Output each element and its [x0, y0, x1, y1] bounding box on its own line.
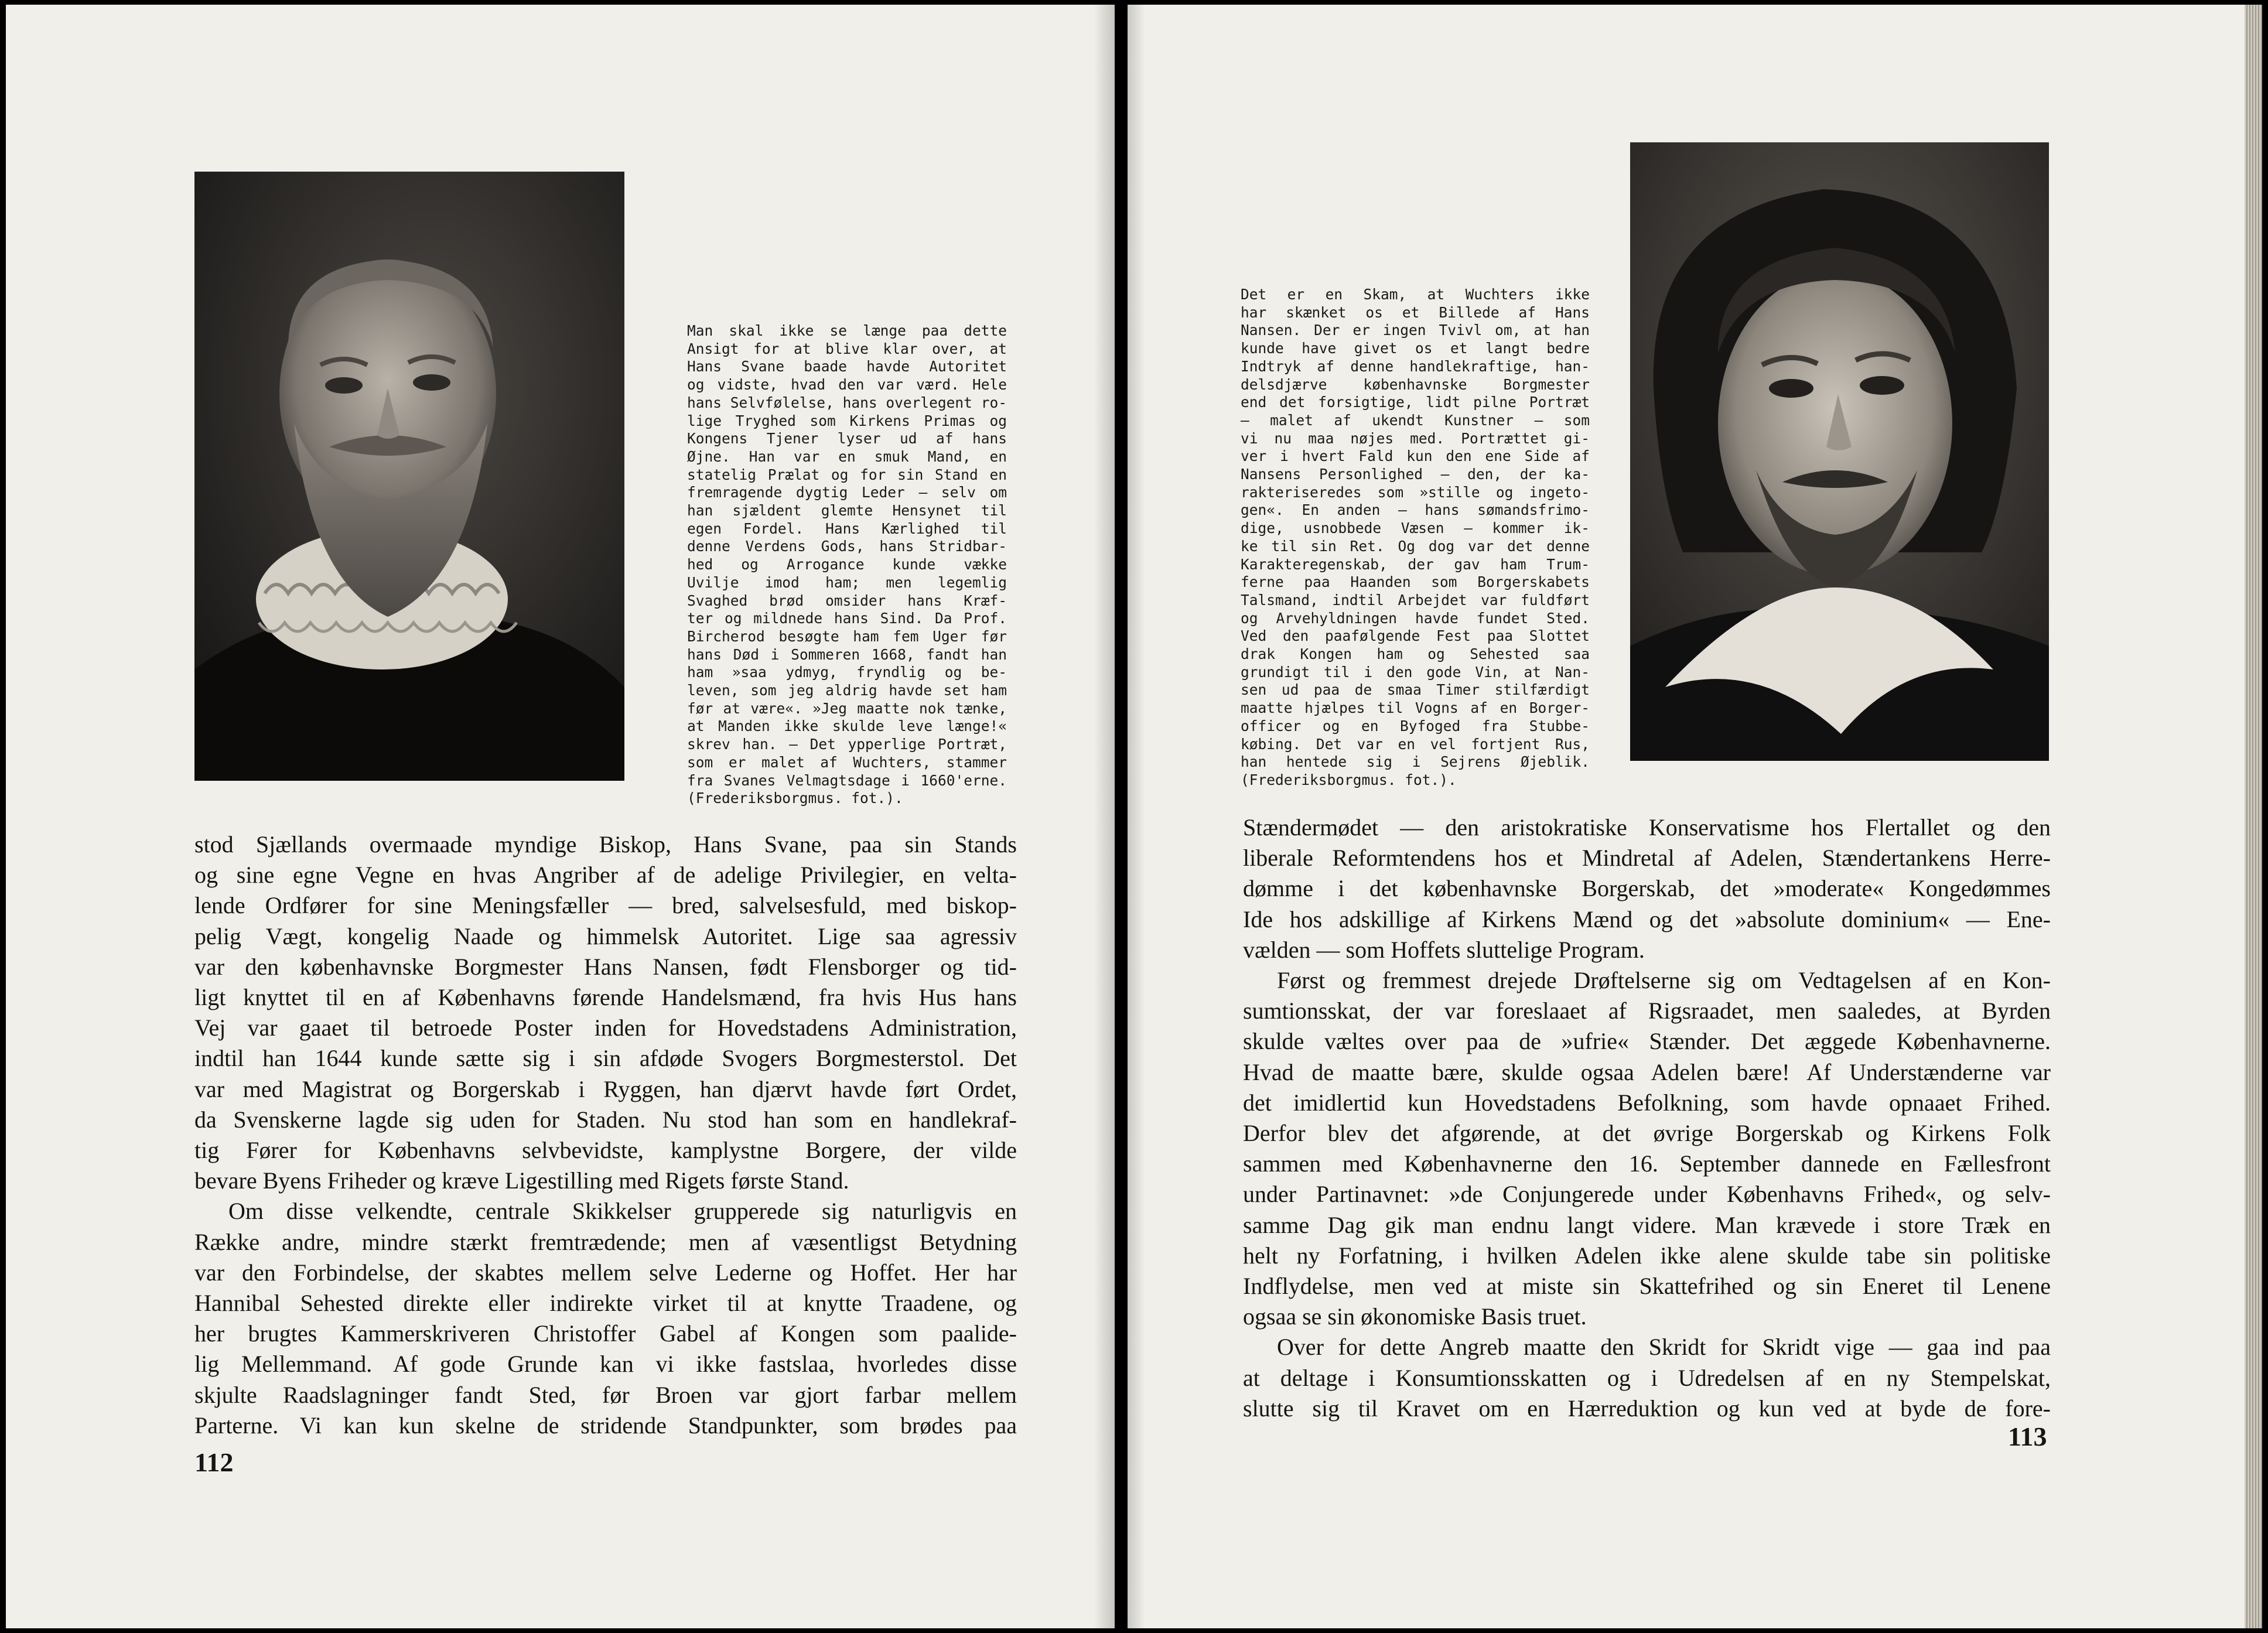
body-line: helt ny Forfatning, i hvilken Adelen ikke alene skulde tabe sin politiske: [1243, 1242, 2051, 1269]
body-line: Parterne. Vi kan kun skelne de stridende Standpunkter, som brødes paa: [194, 1412, 1017, 1439]
caption-line: lige Tryghed som Kirkens Primas og: [687, 412, 1007, 429]
body-line: Om disse velkendte, centrale Skikkelser grupperede sig naturligvis en: [228, 1198, 1017, 1225]
body-text-right: [1243, 812, 2051, 1424]
body-line: Række andre, mindre stærkt fremtrædende; men af væsentligst Betydning: [194, 1228, 1017, 1255]
caption-line: officer og en Byfoged fra Stubbe-: [1241, 717, 1590, 734]
caption-line: Nansens Personlighed — den, der ka-: [1241, 466, 1590, 483]
body-line: slutte sig til Kravet om en Hærreduktion og kun ved at byde de fore-: [1243, 1395, 2051, 1422]
body-line: Ide hos adskillige af Kirkens Mænd og det »absolute dominium« — Ene-: [1243, 906, 2051, 932]
body-line: skulde væltes over paa de »ufrie« Stænder. Det æggede Københavnerne.: [1243, 1028, 2051, 1055]
caption-line: Bircherod besøgte ham fem Uger før: [687, 627, 1007, 645]
caption-line: Kongens Tjener lyser ud af hans: [687, 430, 1007, 447]
caption-line: og Arvehyldningen havde fundet Sted.: [1241, 609, 1590, 627]
caption-line: ke til sin Ret. Og dog var det denne: [1241, 537, 1590, 555]
body-line: Vej var gaaet til betroede Poster inden for Hovedstadens Administration,: [194, 1014, 1017, 1041]
body-line: under Partinavnet: »de Conjungerede under Københavns Frihed«, og selv-: [1243, 1181, 2051, 1208]
caption-line: Indtryk af denne handlekraftige, han-: [1241, 357, 1590, 375]
caption-line: ferne paa Haanden som Borgerskabets: [1241, 573, 1590, 591]
caption-line: vi nu maa nøjes med. Portrættet gi-: [1241, 429, 1590, 447]
caption-line: købing. Det var en vel fortjent Rus,: [1241, 735, 1590, 753]
body-line: skjulte Raadslagninger fandt Sted, før Broen var gjort farbar mellem: [194, 1381, 1017, 1408]
body-line: var med Magistrat og Borgerskab i Ryggen, han djærvt havde ført Ordet,: [194, 1075, 1017, 1102]
caption-line: ver i hvert Fald kun den ene Side af: [1241, 447, 1590, 465]
body-line: her brugtes Kammerskriveren Christoffer Gabel af Kongen som paalide-: [194, 1320, 1017, 1347]
caption-line: rakteriseredes som »stille og ingeto-: [1241, 483, 1590, 501]
caption-line: ter og mildnede hans Sind. Da Prof.: [687, 610, 1007, 627]
caption-line: hans Selvfølelse, hans overlegent ro-: [687, 394, 1007, 411]
caption-line: delsdjærve københavnske Borgmester: [1241, 375, 1590, 393]
body-line: lig Mellemmand. Af gode Grunde kan vi ikke fastslaa, hvorledes disse: [194, 1351, 1017, 1378]
caption-line: Øjne. Han var en smuk Mand, en: [687, 447, 1007, 465]
portrait-hans-nansen-image: [1630, 142, 2049, 761]
body-line: Hvad de maatte bære, skulde ogsaa Adelen bære! Af Understænderne var: [1243, 1058, 2051, 1085]
body-line: dømme i det københavnske Borgerskab, det »moderate« Kongedømmes: [1243, 875, 2051, 902]
body-line: Indflydelse, men ved at miste sin Skattefrihed og sin Eneret til Lenene: [1243, 1273, 2051, 1300]
caption-line: dige, usnobbede Væsen — kommer ik-: [1241, 520, 1590, 537]
caption-line: og vidste, hvad den var værd. Hele: [687, 376, 1007, 394]
body-line: sumtionsskat, der var foreslaaet af Rigsraadet, men saaledes, at Byrden: [1243, 997, 2051, 1024]
body-line: liberale Reformtendens hos et Mindretal af Adelen, Stændertankens Herre-: [1243, 845, 2051, 872]
body-line: vælden — som Hoffets sluttelige Program.: [1243, 936, 1645, 963]
caption-line: fremragende dygtig Leder — selv om: [687, 484, 1007, 501]
body-line: Derfor blev det afgørende, at det øvrige Borgerskab og Kirkens Folk: [1243, 1120, 2051, 1147]
body-line: Først og fremmest drejede Drøftelserne sig om Vedtagelsen af en Kon-: [1277, 967, 2051, 994]
caption-line: Svaghed brød omsider hans Kræf-: [687, 592, 1007, 609]
body-line: var den Forbindelse, der skabtes mellem selve Lederne og Hoffet. Her har: [194, 1259, 1017, 1286]
caption-line: gen«. En anden — hans sømandsfrimo-: [1241, 501, 1590, 519]
body-line: Stændermødet — den aristokratiske Konservatisme hos Flertallet og den: [1243, 814, 2051, 841]
caption-line: denne Verdens Gods, hans Stridbar-: [687, 538, 1007, 555]
caption-line: som er malet af Wuchters, stammer: [687, 753, 1007, 771]
caption-line: leven, som jeg aldrig havde set ham: [687, 682, 1007, 699]
caption-line: Uvilje imod ham; men legemlig: [687, 573, 1007, 591]
page-number-left: 112: [194, 1447, 234, 1477]
body-text-left: [194, 829, 1017, 1441]
body-line: det imidlertid kun Hovedstadens Befolkning, som havde opnaaet Frihed.: [1243, 1089, 2051, 1116]
body-line: sammen med Københavnerne den 16. September dannede en Fællesfront: [1243, 1150, 2051, 1177]
body-line: Hannibal Sehested direkte eller indirekte virket til at knytte Traadene, og: [194, 1290, 1017, 1317]
caption-line: drak Kongen ham og Sehested saa: [1241, 645, 1590, 663]
page-edge-strip: [2245, 5, 2262, 1628]
caption-line: kunde have givet os et langt bedre: [1241, 340, 1590, 357]
caption-line: statelig Prælat og for sin Stand en: [687, 466, 1007, 483]
body-line: indtil han 1644 kunde sætte sig i sin afdøde Svogers Borgmesterstol. Det: [194, 1045, 1017, 1072]
right-page: [1128, 5, 2262, 1628]
caption-line: før at være«. »Jeg maatte nok tænke,: [687, 699, 1007, 717]
body-line: ogsaa se sin økonomiske Basis truet.: [1243, 1303, 1587, 1330]
body-line: bevare Byens Friheder og kræve Ligestilling med Rigets første Stand.: [194, 1167, 849, 1194]
caption-line: at Manden ikke skulde leve længe!«: [687, 718, 1007, 735]
caption-line: han sjældent glemte Hensynet til: [687, 502, 1007, 520]
caption-line: ham »saa ydmyg, fryndlig og be-: [687, 664, 1007, 681]
caption-line: (Frederiksborgmus. fot.).: [1241, 771, 1457, 788]
body-line: og sine egne Vegne en hvas Angriber af de adelige Privilegier, en velta-: [194, 862, 1017, 889]
body-line: stod Sjællands overmaade myndige Biskop, Hans Svane, paa sin Stands: [194, 831, 1017, 858]
caption-line: (Frederiksborgmus. fot.).: [687, 790, 903, 807]
portrait-hans-svane-image: [194, 172, 624, 781]
body-line: at deltage i Konsumtionsskatten og i Udredelsen af en ny Stempelskat,: [1243, 1364, 2051, 1391]
page-number-right: 113: [2008, 1422, 2047, 1451]
caption-line: Man skal ikke se længe paa dette: [687, 322, 1007, 339]
caption-line: — malet af ukendt Kunstner — som: [1241, 411, 1590, 429]
caption-line: Hans Svane baade havde Autoritet: [687, 358, 1007, 375]
caption-line: hed og Arrogance kunde vække: [687, 556, 1007, 573]
caption-line: end det forsigtige, lidt pilne Portræt: [1241, 394, 1590, 411]
portrait-caption-left: [687, 322, 1007, 808]
caption-line: maatte hjælpes til Vogns af en Borger-: [1241, 699, 1590, 717]
body-line: pelig Vægt, kongelig Naade og himmelsk Autoritet. Lige saa agressiv: [194, 923, 1017, 949]
portrait-hans-nansen: [1630, 142, 2049, 761]
caption-line: fra Svanes Velmagtsdage i 1660'erne.: [687, 771, 1007, 789]
portrait-hans-svane: [194, 172, 624, 781]
body-line: Over for dette Angreb maatte den Skridt for Skridt vige — gaa ind paa: [1277, 1334, 2051, 1361]
caption-line: egen Fordel. Hans Kærlighed til: [687, 520, 1007, 537]
body-line: lende Ordfører for sine Meningsfæller — bred, salvelsesfuld, med biskop-: [194, 892, 1017, 919]
portrait-caption-right: [1241, 286, 1590, 790]
caption-line: skrev han. — Det ypperlige Portræt,: [687, 736, 1007, 753]
caption-line: Nansen. Der er ingen Tvivl om, at han: [1241, 322, 1590, 339]
left-page: [6, 5, 1115, 1628]
caption-line: han hentede sig i Sejrens Øjeblik.: [1241, 753, 1590, 771]
body-line: samme Dag gik man endnu langt videre. Man krævede i store Træk en: [1243, 1211, 2051, 1238]
body-line: var den københavnske Borgmester Hans Nansen, født Flensborger og tid-: [194, 953, 1017, 980]
body-line: tig Fører for Københavns selvbevidste, kamplystne Borgere, der vilde: [194, 1137, 1017, 1164]
caption-line: Det er en Skam, at Wuchters ikke: [1241, 286, 1590, 303]
caption-line: Karakteregenskab, der gav ham Trum-: [1241, 555, 1590, 573]
caption-line: sen ud paa de smaa Timer stilfærdigt: [1241, 681, 1590, 699]
caption-line: hans Død i Sommeren 1668, fandt han: [687, 645, 1007, 663]
body-line: ligt knyttet til en af Københavns førende Handelsmænd, fra hvis Hus hans: [194, 984, 1017, 1011]
caption-line: Ved den paafølgende Fest paa Slottet: [1241, 627, 1590, 645]
caption-line: Ansigt for at blive klar over, at: [687, 340, 1007, 357]
caption-line: har skænket os et Billede af Hans: [1241, 303, 1590, 321]
caption-line: grundigt til i den gode Vin, at Nan-: [1241, 663, 1590, 681]
body-line: da Svenskerne lagde sig uden for Staden. Nu stod han som en handlekraf-: [194, 1106, 1017, 1133]
caption-line: Talsmand, indtil Arbejdet var fuldført: [1241, 591, 1590, 609]
